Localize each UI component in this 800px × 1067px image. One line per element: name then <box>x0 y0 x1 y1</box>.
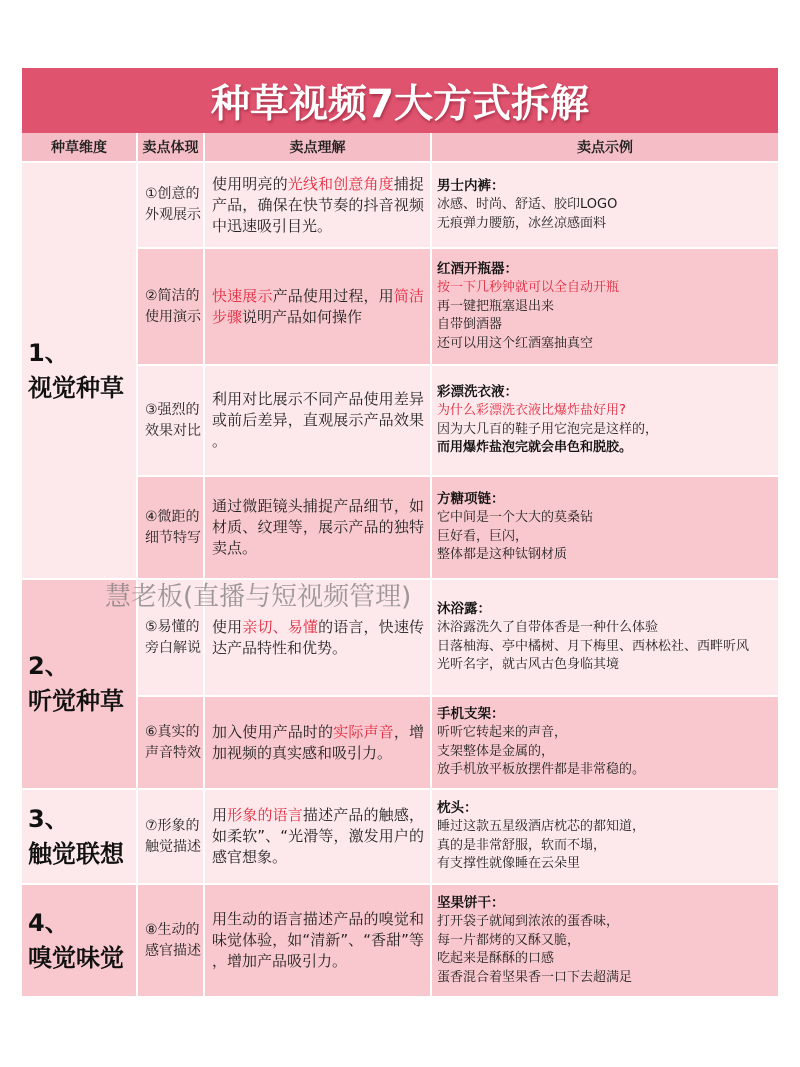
understanding-text <box>212 174 424 237</box>
selling-point-cell <box>138 697 205 790</box>
group-number: 3、 <box>28 804 69 833</box>
example-line: 自带倒酒器 <box>437 317 503 332</box>
example-cell <box>432 163 778 249</box>
header-understanding-label: 卖点理解 <box>289 140 346 156</box>
selling-point: ③强烈的效果对比 <box>145 401 201 439</box>
example-line: 整体都是这种钛钢材质 <box>437 547 568 563</box>
example-product: 坚果饼干： <box>437 895 505 911</box>
example-line: 冰感、时尚、舒适、胶印LOGO <box>437 197 618 212</box>
group-label: 听觉种草 <box>28 687 124 715</box>
highlight-segment: 亲切、易懂 <box>242 617 319 636</box>
understanding-cell <box>205 790 432 885</box>
selling-point-cell <box>138 790 205 885</box>
selling-point-cell <box>138 477 205 580</box>
title-banner <box>22 68 778 133</box>
example-line: 放手机放平板放摆件都是非常稳的。 <box>437 762 646 778</box>
example-cell <box>432 885 778 998</box>
example-line-highlight: 为什么彩漂洗衣液比爆炸盐好用? <box>437 403 626 419</box>
text-segment: ，增加视频的真实感和吸引力。 <box>212 722 424 762</box>
selling-point: ⑧生动的感官描述 <box>145 921 201 959</box>
example-line: 每一片都烤的又酥又脆， <box>437 932 581 948</box>
example-line: 真的是非常舒服，软而不塌， <box>437 837 607 853</box>
header-point <box>138 133 205 163</box>
example-line: 蛋香混合着坚果香一口下去超满足 <box>437 969 633 985</box>
header-example <box>432 133 778 163</box>
example-line: 巨好看，巨闪， <box>437 528 529 544</box>
group-label: 视觉种草 <box>28 373 124 402</box>
highlight-segment: 形象的语言 <box>227 806 303 824</box>
understanding-text <box>212 909 424 972</box>
text-segment: 用 <box>212 806 228 824</box>
example-line: 还可以用这个红酒塞抽真空 <box>437 335 594 351</box>
methods-table <box>22 133 778 998</box>
selling-point: ⑦形象的触觉描述 <box>145 817 201 855</box>
example-line: 听听它转起来的声音， <box>437 725 568 741</box>
example-line: 支架整体是金属的， <box>437 743 555 759</box>
text-segment: 的语言，快速传达产品特性和优势。 <box>212 617 424 657</box>
example-product: 彩漂洗衣液： <box>437 384 518 401</box>
group-visual <box>22 163 138 580</box>
example-cell <box>432 580 778 697</box>
example-product: 手机支架： <box>437 706 505 723</box>
understanding-cell <box>205 477 432 580</box>
understanding-text <box>212 286 424 328</box>
example-cell <box>432 477 778 580</box>
understanding-cell <box>205 885 432 998</box>
text-segment: 产品使用过程，用 <box>272 286 394 305</box>
group-number: 2、 <box>28 652 69 680</box>
highlight-segment: 简洁步骤 <box>212 286 424 326</box>
selling-point: ①创意的外观展示 <box>145 186 201 223</box>
selling-point: ⑥真实的声音特效 <box>145 723 201 761</box>
example-product: 方糖项链： <box>437 491 505 508</box>
group-number: 1、 <box>28 338 69 367</box>
header-point-label: 卖点体现 <box>142 140 199 156</box>
text-segment: 描述产品的触感，如柔软”、“光滑等，激发用户的感官想象。 <box>212 806 424 866</box>
understanding-cell <box>205 580 432 697</box>
selling-point-cell <box>138 249 205 366</box>
selling-point-cell <box>138 580 205 697</box>
group-smell-taste <box>22 885 138 998</box>
example-product: 沐浴露： <box>437 601 491 618</box>
group-label: 嗅觉味觉 <box>28 943 124 972</box>
selling-point-cell <box>138 163 205 249</box>
example-line: 它中间是一个大大的莫桑钻 <box>437 510 594 526</box>
example-line-bold: 而用爆炸盐泡完就会串色和脱胶。 <box>437 440 633 456</box>
highlight-segment: 光线和创意角度 <box>287 174 394 193</box>
header-understanding <box>205 133 432 163</box>
understanding-cell <box>205 249 432 366</box>
text-segment: 说明产品如何操作 <box>242 307 363 326</box>
understanding-text <box>212 617 424 659</box>
highlight-segment: 快速展示 <box>212 286 273 305</box>
example-line: 沐浴露洗久了自带体香是一种什么体验 <box>437 620 659 636</box>
group-label: 触觉联想 <box>28 839 124 868</box>
example-line: 睡过这款五星级酒店枕芯的都知道， <box>437 819 646 835</box>
text-segment: 用生动的语言描述产品的嗅觉和味觉体验，如“清新”、“香甜”等，增加产品吸引力。 <box>212 910 424 970</box>
understanding-text <box>212 722 424 764</box>
text-segment: 使用明亮的 <box>212 174 288 193</box>
example-line: 打开袋子就闻到浓浓的蛋香味， <box>437 914 620 929</box>
selling-point: ⑤易懂的旁白解说 <box>145 618 201 656</box>
understanding-text <box>212 389 424 452</box>
understanding-cell <box>205 163 432 249</box>
example-line: 光听名字，就古风古色身临其境 <box>437 657 620 673</box>
text-segment: 使用 <box>212 617 243 636</box>
header-dimension <box>22 133 138 163</box>
page-title: 种草视频7大方式拆解 <box>210 81 590 127</box>
selling-point-cell <box>138 885 205 998</box>
header-dimension-label: 种草维度 <box>51 140 107 156</box>
example-line-highlight: 按一下几秒钟就可以全自动开瓶 <box>437 280 620 295</box>
example-cell <box>432 790 778 885</box>
text-segment: 利用对比展示不同产品使用差异或前后差异，直观展示产品效果。 <box>212 390 424 450</box>
example-product: 枕头： <box>437 800 478 817</box>
selling-point: ②简洁的使用演示 <box>145 287 201 325</box>
selling-point: ④微距的细节特写 <box>145 508 201 546</box>
text-segment: 通过微距镜头捕捉产品细节，如材质、纹理等，展示产品的独特卖点。 <box>212 497 424 557</box>
example-line: 因为大几百的鞋子用它泡完是这样的， <box>437 421 659 437</box>
group-number: 4、 <box>28 908 69 937</box>
example-cell <box>432 366 778 477</box>
example-product: 红酒开瓶器： <box>437 261 518 277</box>
example-line: 日落柚海、亭中橘树、月下梅里、西林松社、西畔听风 <box>437 638 750 654</box>
example-line: 无痕弹力腰筋，冰丝凉感面料 <box>437 215 607 231</box>
understanding-text <box>212 496 424 559</box>
example-line: 再一键把瓶塞退出来 <box>437 298 555 314</box>
understanding-cell <box>205 697 432 790</box>
understanding-text <box>212 805 424 868</box>
selling-point-cell <box>138 366 205 477</box>
example-product: 男士内裤： <box>437 178 505 194</box>
highlight-segment: 实际声音 <box>333 722 394 741</box>
group-tactile <box>22 790 138 885</box>
understanding-cell <box>205 366 432 477</box>
group-auditory <box>22 580 138 790</box>
header-example-label: 卖点示例 <box>577 140 633 156</box>
example-cell <box>432 697 778 790</box>
text-segment: 捕捉产品，确保在快节奏的抖音视频中迅速吸引目光。 <box>212 174 424 235</box>
watermark: 慧老板(直播与短视频管理) <box>105 582 412 612</box>
text-segment: 加入使用产品时的 <box>212 722 334 741</box>
example-line: 吃起来是酥酥的口感 <box>437 951 555 966</box>
example-line: 有支撑性就像睡在云朵里 <box>437 856 581 872</box>
example-cell <box>432 249 778 366</box>
